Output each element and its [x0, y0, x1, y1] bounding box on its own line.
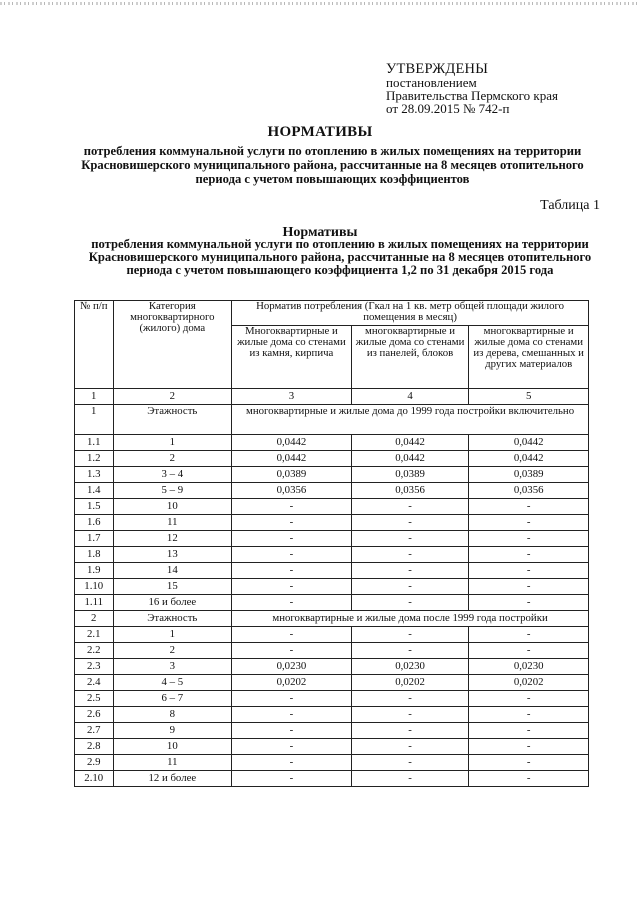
row-wood-cell: 0,0442 [469, 451, 589, 467]
index-cell: 4 [351, 389, 469, 405]
index-cell: 1 [75, 389, 114, 405]
header-col-panel: многоквартирные и жилые дома со стенами из панелей, блоков [351, 326, 469, 389]
header-num: № п/п [75, 301, 114, 389]
header-col-wood: многоквартирные и жилые дома со стенами из дерева, смешанных и других материалов [469, 326, 589, 389]
row-floors-cell: 3 [113, 659, 232, 675]
norms-table [74, 300, 589, 787]
row-stone-cell: - [232, 771, 352, 787]
row-wood-cell: - [469, 563, 589, 579]
header-category: Категория многоквартирного (жилого) дома [113, 301, 232, 389]
row-floors-cell: 11 [113, 755, 232, 771]
row-stone-cell: 0,0356 [232, 483, 352, 499]
row-panel-cell: - [351, 563, 469, 579]
section-label: Этажность [113, 405, 232, 435]
row-floors-cell: 6 – 7 [113, 691, 232, 707]
row-num-cell: 2.1 [75, 627, 114, 643]
row-wood-cell: - [469, 579, 589, 595]
row-floors-cell: 3 – 4 [113, 467, 232, 483]
table-row [75, 435, 589, 451]
row-panel-cell: - [351, 627, 469, 643]
row-floors-cell: 5 – 9 [113, 483, 232, 499]
row-panel-cell: 0,0442 [351, 451, 469, 467]
row-floors-cell: 10 [113, 499, 232, 515]
row-wood-cell: - [469, 691, 589, 707]
row-floors-cell: 16 и более [113, 595, 232, 611]
row-num-cell: 1.4 [75, 483, 114, 499]
row-stone-cell: - [232, 595, 352, 611]
section-row [75, 611, 589, 627]
table-row [75, 739, 589, 755]
row-num-cell: 1.8 [75, 547, 114, 563]
section-description: многоквартирные и жилые дома после 1999 года постройки [232, 611, 589, 627]
row-wood-cell: 0,0356 [469, 483, 589, 499]
table-row [75, 771, 589, 787]
row-num-cell: 1.2 [75, 451, 114, 467]
row-stone-cell: - [232, 707, 352, 723]
table-row [75, 707, 589, 723]
row-num-cell: 1.6 [75, 515, 114, 531]
row-stone-cell: - [232, 627, 352, 643]
row-panel-cell: 0,0202 [351, 675, 469, 691]
table-row [75, 515, 589, 531]
row-stone-cell: 0,0442 [232, 451, 352, 467]
row-stone-cell: - [232, 579, 352, 595]
row-wood-cell: - [469, 739, 589, 755]
row-num-cell: 2.4 [75, 675, 114, 691]
document-title: НОРМАТИВЫ [267, 124, 373, 140]
row-panel-cell: - [351, 515, 469, 531]
approval-line-government: Правительства Пермского края [386, 88, 558, 103]
row-panel-cell: 0,0356 [351, 483, 469, 499]
row-stone-cell: - [232, 739, 352, 755]
row-floors-cell: 15 [113, 579, 232, 595]
row-floors-cell: 13 [113, 547, 232, 563]
row-panel-cell: - [351, 691, 469, 707]
row-wood-cell: - [469, 499, 589, 515]
row-panel-cell: - [351, 755, 469, 771]
table-title: Нормативы [282, 225, 358, 240]
row-panel-cell: - [351, 531, 469, 547]
table-row [75, 531, 589, 547]
row-floors-cell: 10 [113, 739, 232, 755]
row-floors-cell: 12 и более [113, 771, 232, 787]
table-row [75, 659, 589, 675]
row-panel-cell: 0,0442 [351, 435, 469, 451]
row-floors-cell: 8 [113, 707, 232, 723]
table-row [75, 675, 589, 691]
row-stone-cell: 0,0202 [232, 675, 352, 691]
row-num-cell: 1.11 [75, 595, 114, 611]
table-row [75, 483, 589, 499]
approval-title: УТВЕРЖДЕНЫ [386, 61, 489, 77]
approval-line-date: от 28.09.2015 № 742-п [386, 101, 510, 116]
row-panel-cell: - [351, 643, 469, 659]
row-panel-cell: - [351, 595, 469, 611]
row-wood-cell: - [469, 707, 589, 723]
row-num-cell: 2.10 [75, 771, 114, 787]
row-floors-cell: 2 [113, 643, 232, 659]
row-num-cell: 2.3 [75, 659, 114, 675]
section-num: 2 [75, 611, 114, 627]
row-panel-cell: 0,0389 [351, 467, 469, 483]
row-floors-cell: 4 – 5 [113, 675, 232, 691]
row-num-cell: 1.10 [75, 579, 114, 595]
table-row [75, 563, 589, 579]
row-stone-cell: - [232, 563, 352, 579]
table-row [75, 547, 589, 563]
row-panel-cell: - [351, 499, 469, 515]
row-panel-cell: - [351, 547, 469, 563]
row-panel-cell: - [351, 579, 469, 595]
approval-block [386, 63, 636, 115]
row-num-cell: 1.3 [75, 467, 114, 483]
document-subtitle: потребления коммунальной услуги по отоплению в жилых помещениях на территории Красновишерского муниципального района, рассчитанные на 8 месяцев отопительного периода с учетом повышающих коэффициентов [81, 144, 584, 186]
row-panel-cell: 0,0230 [351, 659, 469, 675]
row-stone-cell: - [232, 531, 352, 547]
table-row [75, 755, 589, 771]
table-row [75, 627, 589, 643]
row-wood-cell: 0,0442 [469, 435, 589, 451]
row-wood-cell: - [469, 547, 589, 563]
row-stone-cell: 0,0389 [232, 467, 352, 483]
row-wood-cell: 0,0230 [469, 659, 589, 675]
row-panel-cell: - [351, 739, 469, 755]
row-floors-cell: 1 [113, 435, 232, 451]
row-floors-cell: 9 [113, 723, 232, 739]
table-subtitle: потребления коммунальной услуги по отоплению в жилых помещениях на территории Красновишерского муниципального района, рассчитанные на 8 месяцев отопительного периода с учетом повышающего коэффициента 1,2 по 31 декабря 2015 года [88, 237, 592, 277]
row-num-cell: 2.5 [75, 691, 114, 707]
table-label: Таблица 1 [540, 198, 600, 213]
header-norm: Норматив потребления (Гкал на 1 кв. метр общей площади жилого помещения в месяц) [232, 301, 589, 326]
row-wood-cell: - [469, 515, 589, 531]
row-floors-cell: 2 [113, 451, 232, 467]
row-stone-cell: - [232, 547, 352, 563]
table-row [75, 467, 589, 483]
table-row [75, 723, 589, 739]
table-row [75, 691, 589, 707]
table-body [75, 405, 589, 787]
approval-line-resolution: постановлением [386, 75, 477, 90]
row-stone-cell: 0,0230 [232, 659, 352, 675]
row-floors-cell: 12 [113, 531, 232, 547]
row-stone-cell: 0,0442 [232, 435, 352, 451]
row-wood-cell: - [469, 531, 589, 547]
section-row [75, 405, 589, 435]
table-row [75, 579, 589, 595]
table-row [75, 595, 589, 611]
row-panel-cell: - [351, 707, 469, 723]
row-wood-cell: - [469, 755, 589, 771]
row-stone-cell: - [232, 515, 352, 531]
table-row [75, 451, 589, 467]
row-num-cell: 1.9 [75, 563, 114, 579]
row-panel-cell: - [351, 723, 469, 739]
row-wood-cell: - [469, 627, 589, 643]
section-num: 1 [75, 405, 114, 435]
scan-artifact-line [0, 2, 640, 5]
row-panel-cell: - [351, 771, 469, 787]
index-cell: 2 [113, 389, 232, 405]
row-wood-cell: - [469, 595, 589, 611]
row-num-cell: 1.5 [75, 499, 114, 515]
row-num-cell: 1.7 [75, 531, 114, 547]
row-num-cell: 2.8 [75, 739, 114, 755]
row-stone-cell: - [232, 643, 352, 659]
section-description: многоквартирные и жилые дома до 1999 года постройки включительно [232, 405, 589, 435]
table-row [75, 499, 589, 515]
row-stone-cell: - [232, 755, 352, 771]
index-cell: 5 [469, 389, 589, 405]
index-cell: 3 [232, 389, 352, 405]
row-wood-cell: - [469, 771, 589, 787]
row-num-cell: 2.6 [75, 707, 114, 723]
row-wood-cell: - [469, 643, 589, 659]
row-num-cell: 2.7 [75, 723, 114, 739]
row-num-cell: 2.9 [75, 755, 114, 771]
row-stone-cell: - [232, 723, 352, 739]
row-num-cell: 2.2 [75, 643, 114, 659]
row-wood-cell: - [469, 723, 589, 739]
header-col-stone: Многоквартирные и жилые дома со стенами из камня, кирпича [232, 326, 352, 389]
row-wood-cell: 0,0202 [469, 675, 589, 691]
row-stone-cell: - [232, 499, 352, 515]
row-floors-cell: 1 [113, 627, 232, 643]
row-wood-cell: 0,0389 [469, 467, 589, 483]
row-floors-cell: 14 [113, 563, 232, 579]
table-row [75, 643, 589, 659]
section-label: Этажность [113, 611, 232, 627]
row-floors-cell: 11 [113, 515, 232, 531]
row-num-cell: 1.1 [75, 435, 114, 451]
row-stone-cell: - [232, 691, 352, 707]
